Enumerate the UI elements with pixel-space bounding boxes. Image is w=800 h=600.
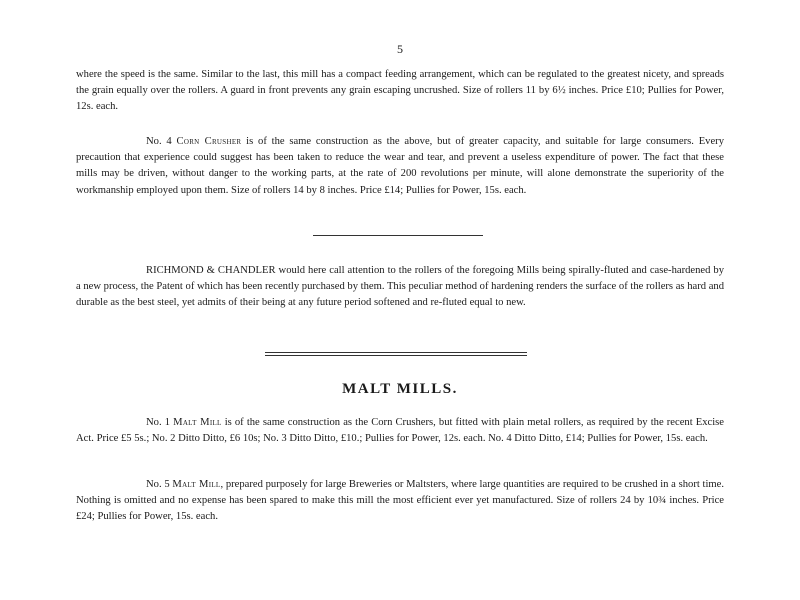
paragraph-mill-continuation: where the speed is the same. Similar to the last, this mill has a compact feeding arrangement, which can be regulated to the greatest nicety, and spreads the grain equally over the rollers. A guard in front prevents any grain escaping uncrushed. Size of rollers 11 by 6½ inches. Price £10; Pullies for Power, 12s. each. [76, 69, 724, 113]
product-description: is of the same construction as the Corn Crushers, but fitted with plain metal rollers, as required by the recent Excise Act. Price £5 5s.; No. 2 Ditto Ditto, £6 10s; No. 3 Ditto Ditto, £10.; Pullies for Power, 12s. each. No. 4 Ditto Ditto, £14; Pullies for Power, 15s. each. [76, 417, 724, 445]
double-divider [265, 352, 527, 356]
section-heading-malt-mills: MALT MILLS. [342, 381, 458, 397]
paragraph-malt-mill-no1 [76, 415, 724, 447]
product-name: Corn Crusher [176, 136, 242, 147]
paragraph-corn-crusher-no4 [76, 134, 724, 199]
section-divider [313, 235, 483, 236]
product-number: No. 4 [146, 136, 177, 147]
product-description: is of the same construction as the above, but of greater capacity, and suitable for large consumers. Every precaution that experience could suggest has been taken to reduce the wear and tear, and prevent a useless expenditure of power. The fact that these mills may be driven, without danger to the working parts, at the rate of 200 revolutions per minute, will alone demonstrate the superiority of the workmanship employed upon them. Size of rollers 14 by 8 inches. Price £14; Pullies for Power, 15s. each. [76, 136, 724, 196]
paragraph-malt-mill-no5 [76, 477, 724, 526]
product-number: No. 5 [146, 479, 173, 490]
page-number: 5 [397, 42, 403, 56]
paragraph-roller-notice: RICHMOND & CHANDLER would here call attention to the rollers of the foregoing Mills being spirally-fluted and case-hardened by a new process, the Patent of which has been recently purchased by them. This peculiar method of hardening renders the surface of the rollers as hard and durable as the best steel, yet admits of their being at any future period softened and re-fluted equal to new. [76, 265, 724, 309]
product-number: No. 1 [146, 417, 174, 428]
product-name: Malt Mill [172, 479, 221, 490]
product-description: , prepared purposely for large Breweries or Maltsters, where large quantities are required to be crushed in a short time. Nothing is omitted and no expense has been spared to make this mill the most efficient ever yet manufactured. Size of rollers 24 by 10¾ inches. Price £24; Pullies for Power, 15s. each. [76, 479, 724, 523]
product-name: Malt Mill [173, 417, 222, 428]
